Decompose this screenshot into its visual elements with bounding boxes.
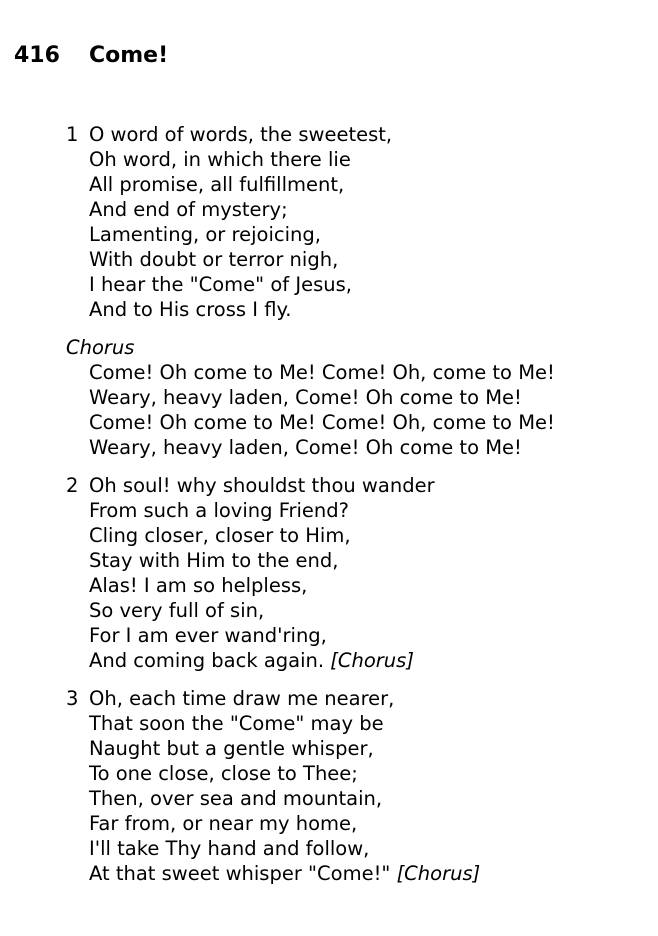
chorus-reference: [Chorus]	[330, 649, 414, 672]
verse-number: 1	[66, 123, 79, 146]
verse-line: Oh word, in which there lie	[89, 148, 351, 171]
verse-line: I'll take Thy hand and follow,	[89, 837, 370, 860]
verse-line: From such a loving Friend?	[89, 499, 350, 522]
verse-line: To one close, close to Thee;	[89, 762, 358, 785]
verse-line: Oh, each time draw me nearer,	[89, 687, 395, 710]
verse-line: And end of mystery;	[89, 198, 288, 221]
verse-line: So very full of sin,	[89, 599, 265, 622]
chorus	[66, 335, 555, 460]
verse-line-last	[89, 648, 435, 673]
verse-line: With doubt or terror nigh,	[89, 248, 339, 271]
verse-line: O word of words, the sweetest,	[89, 123, 393, 146]
verse-line: Lamenting, or rejoicing,	[89, 223, 321, 246]
hymn-header	[14, 42, 168, 70]
verse-line: Oh soul! why shouldst thou wander	[89, 474, 435, 497]
chorus-reference: [Chorus]	[396, 862, 481, 885]
verse-line: And to His cross I fly.	[89, 298, 292, 321]
verse-line: Alas! I am so helpless,	[89, 574, 308, 597]
verse-line: All promise, all fulfillment,	[89, 173, 345, 196]
chorus-label: Chorus	[66, 336, 135, 359]
verse-line: That soon the "Come" may be	[89, 712, 384, 735]
verse-number: 3	[66, 687, 79, 710]
verse-1	[66, 122, 392, 322]
hymn-number: 416	[14, 43, 60, 68]
hymn-title: Come!	[89, 43, 169, 68]
verse-line: Far from, or near my home,	[89, 812, 358, 835]
verse-line-text: And coming back again.	[89, 649, 325, 672]
verse-line: Naught but a gentle whisper,	[89, 737, 374, 760]
verse-line: Then, over sea and mountain,	[89, 787, 383, 810]
verse-line: Cling closer, closer to Him,	[89, 524, 351, 547]
verse-3	[66, 686, 480, 886]
verse-line: I hear the "Come" of Jesus,	[89, 273, 352, 296]
verse-line-last	[89, 861, 480, 886]
chorus-line: Come! Oh come to Me! Come! Oh, come to Me!	[89, 361, 555, 384]
chorus-line: Weary, heavy laden, Come! Oh come to Me!	[89, 386, 522, 409]
chorus-line: Weary, heavy laden, Come! Oh come to Me!	[89, 436, 522, 459]
verse-number: 2	[66, 474, 79, 497]
verse-2	[66, 473, 435, 673]
verse-line: For I am ever wand'ring,	[89, 624, 327, 647]
verse-line-text: At that sweet whisper "Come!"	[89, 862, 391, 885]
verse-line: Stay with Him to the end,	[89, 549, 339, 572]
chorus-line: Come! Oh come to Me! Come! Oh, come to Me!	[89, 411, 555, 434]
